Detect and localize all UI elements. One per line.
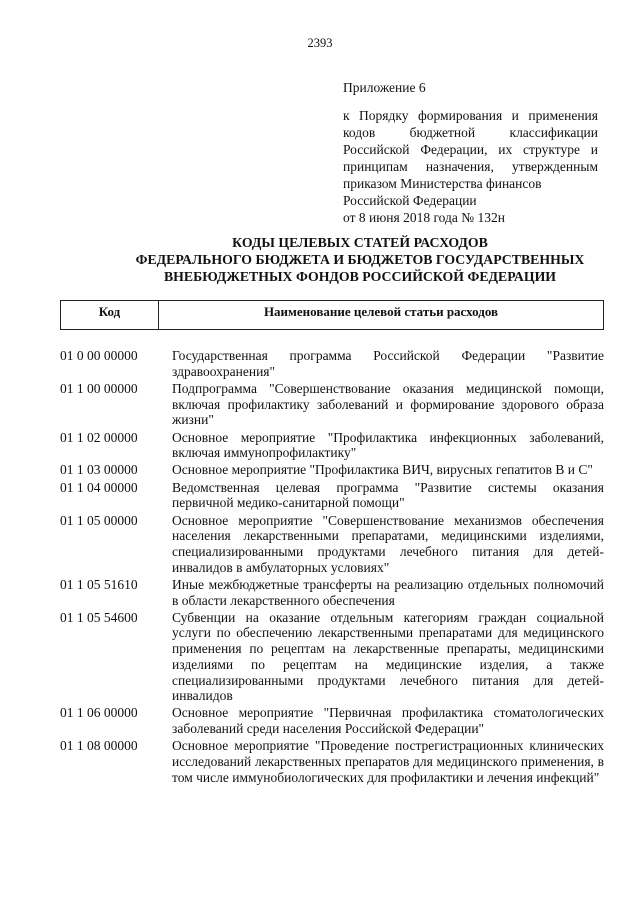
appendix-line: принципам назначения, утвержденным: [343, 159, 598, 174]
appendix-line: Российской Федерации, их структуре и: [343, 142, 598, 157]
appendix-line: приказом Министерства финансов: [343, 176, 542, 191]
target-name: Иные межбюджетные трансферты на реализацию отдельных полномочий в области лекарственного обеспечения: [172, 576, 604, 608]
title-line: КОДЫ ЦЕЛЕВЫХ СТАТЕЙ РАСХОДОВ: [232, 235, 488, 250]
table-row: [60, 610, 604, 704]
target-code: 01 1 08 00000: [60, 738, 138, 754]
target-name: Основное мероприятие "Первичная профилактика стоматологических заболеваний среди населения Российской Федерации": [172, 705, 604, 737]
document-title: [60, 234, 640, 285]
target-name: Основное мероприятие "Проведение пострегистрационных клинических исследований лекарственных препаратов для медицинского применения, в том числе иммунобиологических для профилактики и лечения инфекций": [172, 738, 604, 785]
target-name: Основное мероприятие "Профилактика ВИЧ, вирусных гепатитов В и С": [172, 462, 593, 478]
target-code: 01 1 05 00000: [60, 512, 138, 528]
table-row: [60, 430, 604, 461]
target-code: 01 1 00 00000: [60, 380, 138, 396]
appendix-line: Российской Федерации: [343, 193, 477, 208]
code-column-header: Код: [61, 301, 159, 329]
target-name: Основное мероприятие "Профилактика инфекционных заболеваний, включая иммунопрофилактику": [172, 429, 604, 461]
table-header: [60, 300, 604, 330]
target-name: Субвенции на оказание отдельным категориям граждан социальной услуги по обеспечению лекарственными препаратами для медицинского применения по рецептам на лекарственные препараты, медицинскими изделиями по рецептам на медицинские изделия, а также специализированными продуктами лечебного питания для детей-инвалидов: [172, 609, 604, 704]
target-code: 01 1 05 51610: [60, 576, 138, 592]
target-name: Государственная программа Российской Федерации "Развитие здравоохранения": [172, 348, 604, 379]
table-row: [60, 705, 604, 736]
table-row: [60, 381, 604, 428]
name-column-header: Наименование целевой статьи расходов: [263, 304, 499, 319]
page-number: 2393: [307, 36, 333, 50]
target-name: Основное мероприятие "Совершенствование механизмов обеспечения населения лекарственными препаратами, медицинскими изделиями, специализированными продуктами лечебного питания для детей-инвалидов в амбулаторных условиях": [172, 512, 604, 575]
appendix-line: к Порядку формирования и применения: [343, 108, 598, 123]
table-row: [60, 738, 604, 785]
target-code: 01 1 02 00000: [60, 429, 138, 445]
table-row: [60, 348, 604, 379]
target-name: Подпрограмма "Совершенствование оказания медицинской помощи, включая профилактику заболеваний и формирование здорового образа жизни": [172, 380, 604, 428]
title-line: ФЕДЕРАЛЬНОГО БЮДЖЕТА И БЮДЖЕТОВ ГОСУДАРСТВЕННЫХ: [135, 252, 585, 267]
table-row: [60, 577, 604, 608]
target-code: 01 1 03 00000: [60, 462, 138, 478]
table-row: [60, 513, 604, 576]
target-name: Ведомственная целевая программа "Развитие системы оказания первичной медико-санитарной помощи": [172, 479, 604, 511]
appendix-line: кодов бюджетной классификации: [343, 125, 598, 140]
target-code: 01 1 06 00000: [60, 705, 138, 721]
appendix-text: [343, 107, 598, 226]
table-body: [60, 348, 604, 787]
target-code: 01 0 00 00000: [60, 348, 138, 363]
table-row: [60, 462, 604, 478]
appendix-title: Приложение 6: [343, 80, 426, 95]
target-code: 01 1 05 54600: [60, 609, 138, 625]
appendix-line: от 8 июня 2018 года № 132н: [343, 210, 505, 225]
table-row: [60, 480, 604, 511]
target-code: 01 1 04 00000: [60, 479, 138, 495]
title-line: ВНЕБЮДЖЕТНЫХ ФОНДОВ РОССИЙСКОЙ ФЕДЕРАЦИИ: [163, 269, 557, 284]
